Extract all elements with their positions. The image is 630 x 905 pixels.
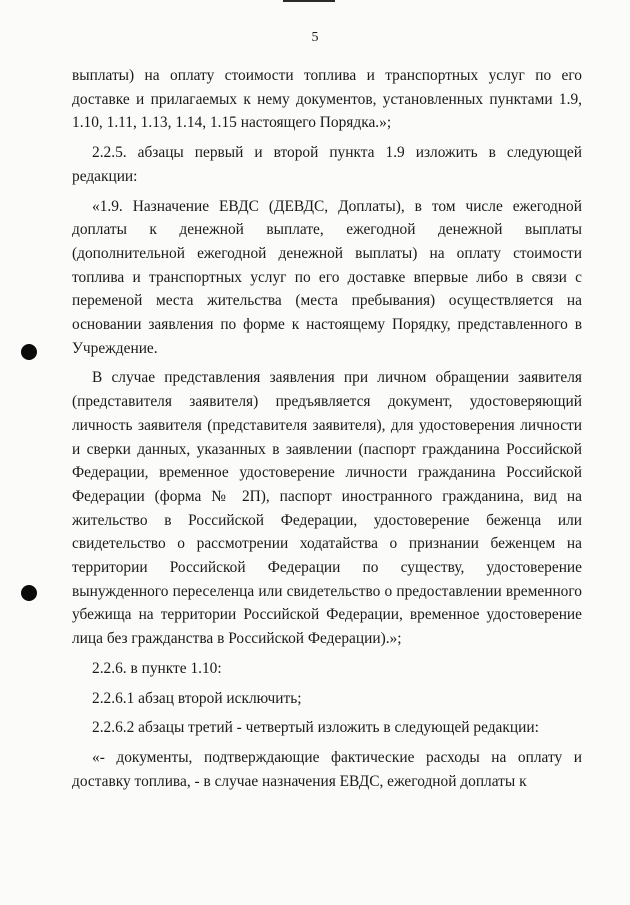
paragraph-quoted-1-9: «1.9. Назначение ЕВДС (ДЕВДС, Доплаты), в том числе ежегодной доплаты к денежной выплате, ежегодной денежной выплаты (дополнительной ежегодной денежной выплаты) на оплату стоимости топлива и транспортных услуг по его доставке впервые либо в связи с переменой места жительства (места пребывания) осуществляется на основании заявления по форме к настоящему Порядку, представленного в Учреждение.: [72, 197, 582, 357]
punch-hole-mark: [21, 344, 37, 360]
paragraph-identity-documents: В случае представления заявления при личном обращении заявителя (представителя заявителя) предъявляется документ, удостоверяющий личность заявителя (представителя заявителя), для удостоверения личности и сверки данных, указанных в заявлении (паспорт гражданина Российской Федерации, временное удостоверение личности гражданина Российской Федерации (форма № 2П), паспорт иностранного гражданина, вид на жительство в Российской Федерации, удостоверение беженца или свидетельство о рассмотрении ходатайства о признании беженцем на территории Российской Федерации по существу, удостоверение вынужденного переселенца или свидетельство о предоставлении временного убежища на территории Российской Федерации, временное удостоверение лица без гражданства в Российской Федерации).»;: [72, 369, 582, 648]
paragraph-item-2-2-6: 2.2.6. в пункте 1.10:: [92, 659, 222, 677]
paragraph-quoted-documents: «- документы, подтверждающие фактические расходы на оплату и доставку топлива, - в случае назначения ЕВДС, ежегодной доплаты к: [72, 748, 582, 790]
page-number: 5: [311, 30, 319, 45]
paragraph-item-2-2-6-2: 2.2.6.2 абзацы третий - четвертый изложить в следующей редакции:: [92, 719, 539, 737]
paragraph-item-2-2-5: 2.2.5. абзацы первый и второй пункта 1.9 изложить в следующей редакции:: [72, 144, 582, 185]
punch-hole-mark: [21, 585, 37, 601]
paragraph-continuation: выплаты) на оплату стоимости топлива и транспортных услуг по его доставке и прилагаемых к нему документов, установленных пунктами 1.9, 1.10, 1.11, 1.13, 1.14, 1.15 настоящего Порядка.»;: [72, 67, 582, 132]
paragraph-item-2-2-6-1: 2.2.6.1 абзац второй исключить;: [92, 689, 302, 707]
document-body: [72, 64, 582, 793]
top-edge-mark: [283, 0, 335, 2]
